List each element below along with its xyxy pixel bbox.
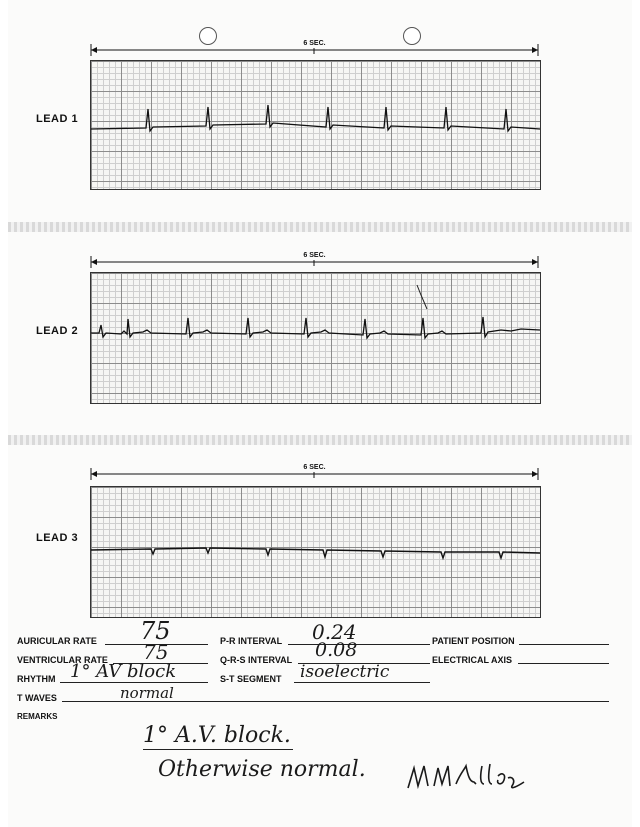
st-segment-label: S-T SEGMENT: [220, 674, 282, 684]
duration-marker: [90, 252, 539, 268]
st-segment-line: [294, 682, 430, 683]
perforation-band: [8, 222, 632, 232]
rhythm-line: [60, 682, 208, 683]
auricular-rate-label: AURICULAR RATE: [17, 636, 97, 646]
lead-1-strip: [90, 60, 541, 190]
duration-label: 6 SEC.: [303, 40, 326, 47]
lead-1-trace: [91, 105, 540, 131]
lead-2-label: LEAD 2: [36, 325, 79, 337]
patient-position-label: PATIENT POSITION: [432, 636, 515, 646]
binder-hole-right: [403, 27, 421, 45]
remarks-line-2: Otherwise normal.: [158, 757, 366, 782]
lead-2-trace: [91, 317, 540, 338]
duration-label: 6 SEC.: [303, 252, 326, 259]
lead-1-label: LEAD 1: [36, 113, 79, 125]
patient-position-line: [519, 644, 609, 645]
pr-interval-label: P-R INTERVAL: [220, 636, 283, 646]
lead-3-strip: [90, 486, 541, 618]
ventricular-rate-label: VENTRICULAR RATE: [17, 655, 108, 665]
rhythm-label: RHYTHM: [17, 674, 56, 684]
lead-2-strip: [90, 272, 541, 404]
qrs-interval-label: Q-R-S INTERVAL: [220, 655, 293, 665]
t-waves-value: normal: [120, 684, 174, 702]
qrs-interval-value: 0.08: [315, 639, 358, 661]
remarks-underline: [143, 749, 293, 750]
rhythm-value: 1° AV block: [70, 661, 177, 682]
st-segment-value: isoelectric: [300, 662, 390, 682]
t-waves-label: T WAVES: [17, 693, 57, 703]
remarks-label: REMARKS: [17, 712, 58, 721]
duration-marker: [90, 40, 539, 56]
remarks-line-1: 1° A.V. block.: [143, 723, 291, 748]
duration-label: 6 SEC.: [303, 464, 326, 471]
perforation-band: [8, 435, 632, 445]
binder-hole-left: [199, 27, 217, 45]
ventricular-rate-value: 75: [143, 640, 169, 664]
lead-3-trace: [91, 548, 540, 558]
electrical-axis-line: [518, 663, 609, 664]
pr-interval-value: 0.24: [312, 620, 357, 644]
electrical-axis-label: ELECTRICAL AXIS: [432, 655, 513, 665]
pr-interval-line: [288, 644, 430, 645]
lead-3-label: LEAD 3: [36, 532, 79, 544]
duration-marker: [90, 464, 539, 480]
auricular-rate-value: 75: [140, 617, 171, 645]
artifact-mark: [417, 285, 427, 309]
physician-signature: [404, 756, 534, 796]
